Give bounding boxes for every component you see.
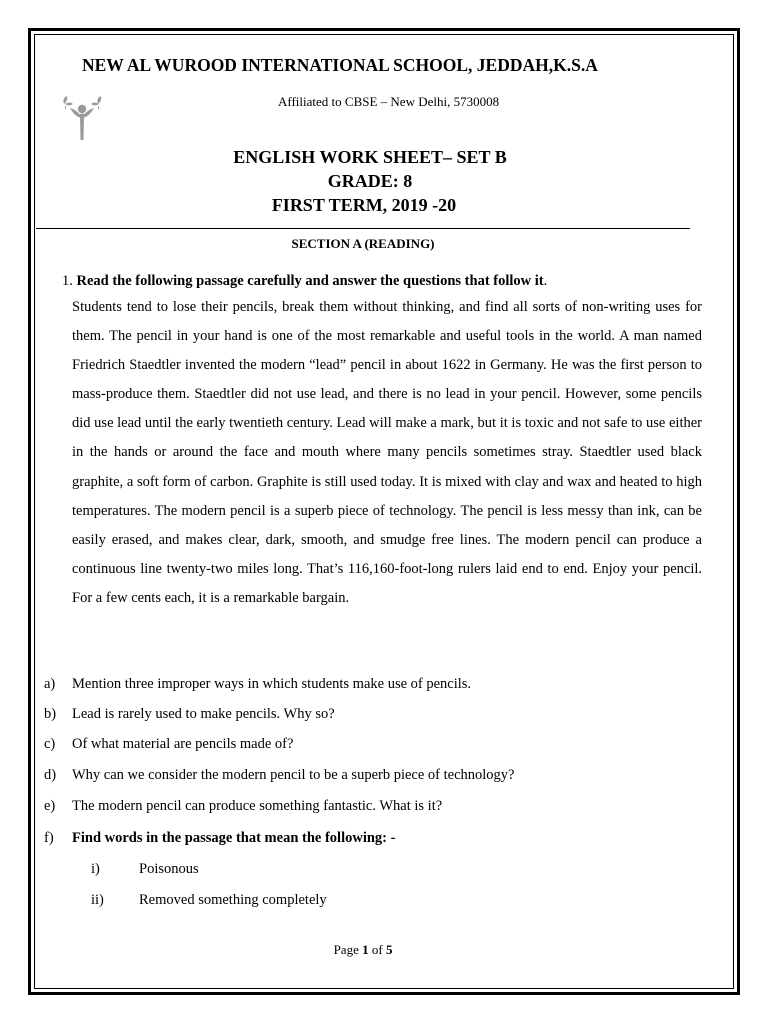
- question-label: a): [44, 676, 56, 692]
- term-title: FIRST TERM, 2019 -20: [271, 195, 457, 215]
- separator-line: [36, 228, 690, 229]
- question-item: [44, 676, 471, 693]
- question-label: e): [44, 798, 56, 814]
- sub-question-item: [91, 861, 199, 878]
- worksheet-title: ENGLISH WORK SHEET– SET B: [233, 147, 507, 167]
- sub-question-text: Removed something completely: [139, 892, 327, 908]
- question-label: c): [44, 736, 56, 752]
- page-middle: of: [368, 942, 386, 957]
- question-label: b): [44, 706, 57, 722]
- sub-question-label: ii): [91, 892, 104, 908]
- question-text: Lead is rarely used to make pencils. Why so?: [72, 706, 335, 722]
- question-label: f): [44, 830, 54, 846]
- question-item: [44, 830, 395, 847]
- reading-passage: Students tend to lose their pencils, break them without thinking, and find all sorts of non-writing uses for them. The pencil in your hand is one of the most remarkable and useful tools in the world. A man named Friedrich Staedtler invented the modern “lead” pencil in about 1622 in Germany. He was the first person to mass-produce them. Staedtler did not use lead, and there is no lead in your pencil. However, some pencils did use lead until the early twentieth century. Lead will make a mark, but it is toxic and not safe to use either in the hands or around the face and mouth where many pencils sometimes stray. Staedtler used black graphite, a soft form of carbon. Graphite is still used today. It is mixed with clay and wax and heated to high temperatures. The modern pencil is a superb piece of technology. The pencil is less messy than ink, can be easily erased, and makes clear, dark, smooth, and smudge free lines. The modern pencil can produce a continuous line twenty-two miles long. That’s 116,160-foot-long rulers laid end to end. Enjoy your pencil. For a few cents each, it is a remarkable bargain.: [72, 299, 702, 606]
- section-heading: SECTION A (READING): [291, 236, 435, 251]
- question-text: Mention three improper ways in which students make use of pencils.: [72, 676, 472, 692]
- question-item: [44, 706, 335, 723]
- page-current: 1: [362, 942, 369, 957]
- question-item: [44, 736, 293, 753]
- instruction-end: .: [543, 273, 548, 289]
- question-text: Why can we consider the modern pencil to be a superb piece of technology?: [72, 767, 515, 783]
- question-number: 1.: [62, 273, 73, 289]
- page-number: [0, 942, 726, 958]
- question-text: The modern pencil can produce something fantastic. What is it?: [72, 798, 443, 814]
- page-total: 5: [385, 942, 393, 957]
- grade-title: GRADE: 8: [327, 171, 413, 191]
- sub-question-label: i): [91, 861, 100, 877]
- sprout-tree-logo-icon: [58, 92, 106, 142]
- page-prefix: Page: [333, 942, 363, 957]
- instruction-text: Read the following passage carefully and answer the questions that follow it: [76, 273, 544, 289]
- affiliation-text: Affiliated to CBSE – New Delhi, 5730008: [278, 94, 500, 109]
- school-name: NEW AL WUROOD INTERNATIONAL SCHOOL, JEDDAH,K.S.A: [82, 55, 598, 75]
- question-item: [44, 767, 514, 784]
- sub-question-item: [91, 892, 327, 909]
- question-text: Of what material are pencils made of?: [72, 736, 294, 752]
- question-item: [44, 798, 442, 815]
- question-text: Find words in the passage that mean the following: -: [72, 830, 396, 846]
- sub-question-text: Poisonous: [139, 861, 199, 877]
- question-instruction: [62, 273, 547, 290]
- question-label: d): [44, 767, 57, 783]
